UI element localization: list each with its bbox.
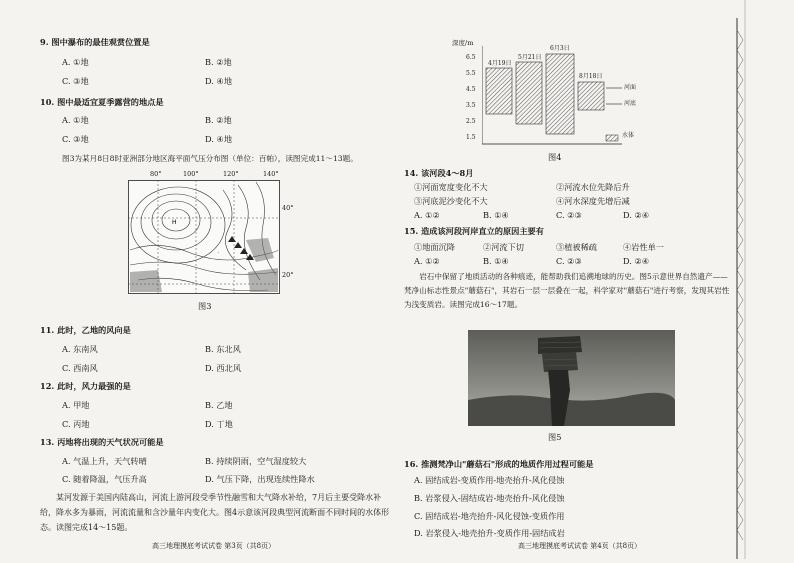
left-page (0, 0, 398, 559)
q12-stem: 12. 此时，风力最强的是 (40, 381, 131, 391)
isobar-map-graphic (128, 180, 280, 304)
q9-option-b: B. ②地 (205, 57, 232, 67)
q16-option-d: D. 岩浆侵入-地壳抬升-变质作用-固结成岩 (414, 528, 565, 538)
map-lon-100: 100° (183, 170, 199, 178)
q14-statement-4: ④河水深度先增后减 (556, 196, 630, 206)
q15-option-b: B. ①④ (483, 256, 509, 266)
q11-option-a: A. 东南风 (62, 344, 98, 354)
right-page (398, 0, 734, 559)
page3-footer: 高三地理摸底考试试卷 第3页（共8页） (152, 542, 276, 550)
q14-stem: 14. 该河段4～8月 (404, 168, 474, 178)
q12-option-a: A. 甲地 (62, 400, 90, 410)
q11-option-c: C. 西南风 (62, 363, 98, 373)
q13-option-b: B. 持续阴雨，空气湿度较大 (205, 456, 307, 466)
q11-stem: 11. 此时，乙地的风向是 (40, 325, 131, 335)
q10-option-b: B. ②地 (205, 115, 232, 125)
q15-option-c: C. ②③ (556, 256, 582, 266)
q16-option-c: C. 固结成岩-地壳抬升-风化侵蚀-变质作用 (414, 511, 565, 521)
svg-text:·: · (218, 250, 220, 256)
mushroom-rock-image (468, 330, 675, 426)
binding-margin (735, 0, 794, 559)
figure4-caption: 图4 (548, 152, 562, 162)
figure4-tick: 6.5 (466, 54, 476, 61)
q16-stem: 16. 推测梵净山"蘑菇石"形成的地质作用过程可能是 (404, 459, 594, 469)
figure4-legend-water: 水体 (622, 132, 635, 139)
q14-statement-3: ③河底泥沙变化不大 (414, 196, 488, 206)
q13-option-a: A. 气温上升，天气转晴 (62, 456, 147, 466)
binding-line-graphic (735, 0, 794, 559)
q16-option-a: A. 固结成岩-变质作用-地壳抬升-风化侵蚀 (414, 475, 565, 485)
page4-footer: 高三地理摸底考试试卷 第4页（共8页） (518, 542, 642, 550)
figure3-map (128, 170, 294, 294)
figure4-date-label: 5月21日 (518, 54, 542, 61)
q15-option-a: A. ①② (414, 256, 440, 266)
q14-option-c: C. ②③ (556, 210, 582, 220)
q14-statement-1: ①河面宽度变化不大 (414, 182, 488, 192)
figure4-date-label: 8月18日 (579, 73, 603, 80)
q12-option-c: C. 丙地 (62, 419, 90, 429)
figure4-chart (446, 38, 676, 148)
map-lon-140: 140° (263, 170, 279, 178)
q11-option-d: D. 西北风 (205, 363, 242, 373)
q15-option-d: D. ②④ (623, 256, 650, 266)
map-lat-20: 20° (282, 271, 294, 279)
q9-option-d: D. ④地 (205, 76, 233, 86)
q14-statement-2: ②河流水位先降后升 (556, 182, 630, 192)
q10-option-a: A. ①地 (62, 115, 89, 125)
q14-option-d: D. ②④ (623, 210, 650, 220)
q16-option-b: B. 岩浆侵入-固结成岩-地壳抬升-风化侵蚀 (414, 493, 565, 503)
q10-option-d: D. ④地 (205, 134, 233, 144)
q15-statement-3: ③植被稀疏 (556, 242, 597, 252)
q11-option-b: B. 东北风 (205, 344, 241, 354)
figure4-tick: 5.5 (466, 70, 476, 77)
q10-option-c: C. ③地 (62, 134, 89, 144)
figure5-intro-paragraph: 岩石中保留了地质活动的各种痕迹，能帮助我们追溯地球的历史。图5示意世界自然遗产——梵净山标志性景点"蘑菇石"，其岩石一层一层叠在一起，科学家对"蘑菇石"进行考察，发现其岩性为浅变质岩。读图完成16～17题。 (404, 272, 730, 309)
q14-option-b: B. ①④ (483, 210, 509, 220)
figure4-graphic (482, 44, 682, 148)
q13-stem: 13. 丙地将出现的天气状况可能是 (40, 437, 164, 447)
figure3-intro: 图3为某月8日8时亚洲部分地区海平面气压分布图（单位：百帕），读图完成11～13题。 (62, 154, 358, 163)
figure4-legend-bed: 河底 (624, 100, 637, 107)
figure4-date-label: 6月3日 (550, 45, 570, 52)
q12-option-d: D. 丁地 (205, 419, 233, 429)
figure4-tick: 2.5 (466, 118, 476, 125)
map-lon-80: 80° (150, 170, 162, 178)
q13-option-d: D. 气压下降，出现连续性降水 (205, 474, 315, 484)
q15-statement-2: ②河流下切 (483, 242, 524, 252)
q10-stem: 10. 图中最适宜夏季露营的地点是 (40, 97, 164, 107)
figure4-tick: 3.5 (466, 102, 476, 109)
q12-option-b: B. 乙地 (205, 400, 233, 410)
q15-stem: 15. 造成该河段河岸直立的原因主要有 (404, 226, 544, 236)
figure5-photo (468, 330, 675, 426)
figure4-ylabel: 深度/m (452, 39, 474, 47)
svg-text:H: H (172, 219, 177, 226)
q15-statement-4: ④岩性单一 (623, 242, 664, 252)
q9-option-c: C. ③地 (62, 76, 89, 86)
figure4-tick: 1.5 (466, 134, 476, 141)
map-lon-120: 120° (223, 170, 239, 178)
figure4-date-label: 4月19日 (488, 60, 512, 67)
figure5-caption: 图5 (548, 432, 562, 442)
figure4-intro-paragraph: 某河发源于美国内陆高山，河流上游河段受季节性融雪和大气降水补给，7月后主要受降水补给，降水多为暴雨，河流流量和含沙量年内变化大。图4示意该河段典型河流断面不同时间的水体形态。读图完成14～15题。 (40, 493, 390, 532)
q14-option-a: A. ①② (414, 210, 440, 220)
q15-statement-1: ①地面沉降 (414, 242, 455, 252)
q13-option-c: C. 随着降温，气压升高 (62, 474, 147, 484)
figure4-legend-surface: 河面 (624, 84, 637, 91)
figure3-caption: 图3 (198, 301, 212, 311)
q9-stem: 9. 图中瀑布的最佳观赏位置是 (40, 37, 150, 47)
figure4-tick: 4.5 (466, 86, 476, 93)
q9-option-a: A. ①地 (62, 57, 89, 67)
map-lat-40: 40° (282, 204, 294, 212)
